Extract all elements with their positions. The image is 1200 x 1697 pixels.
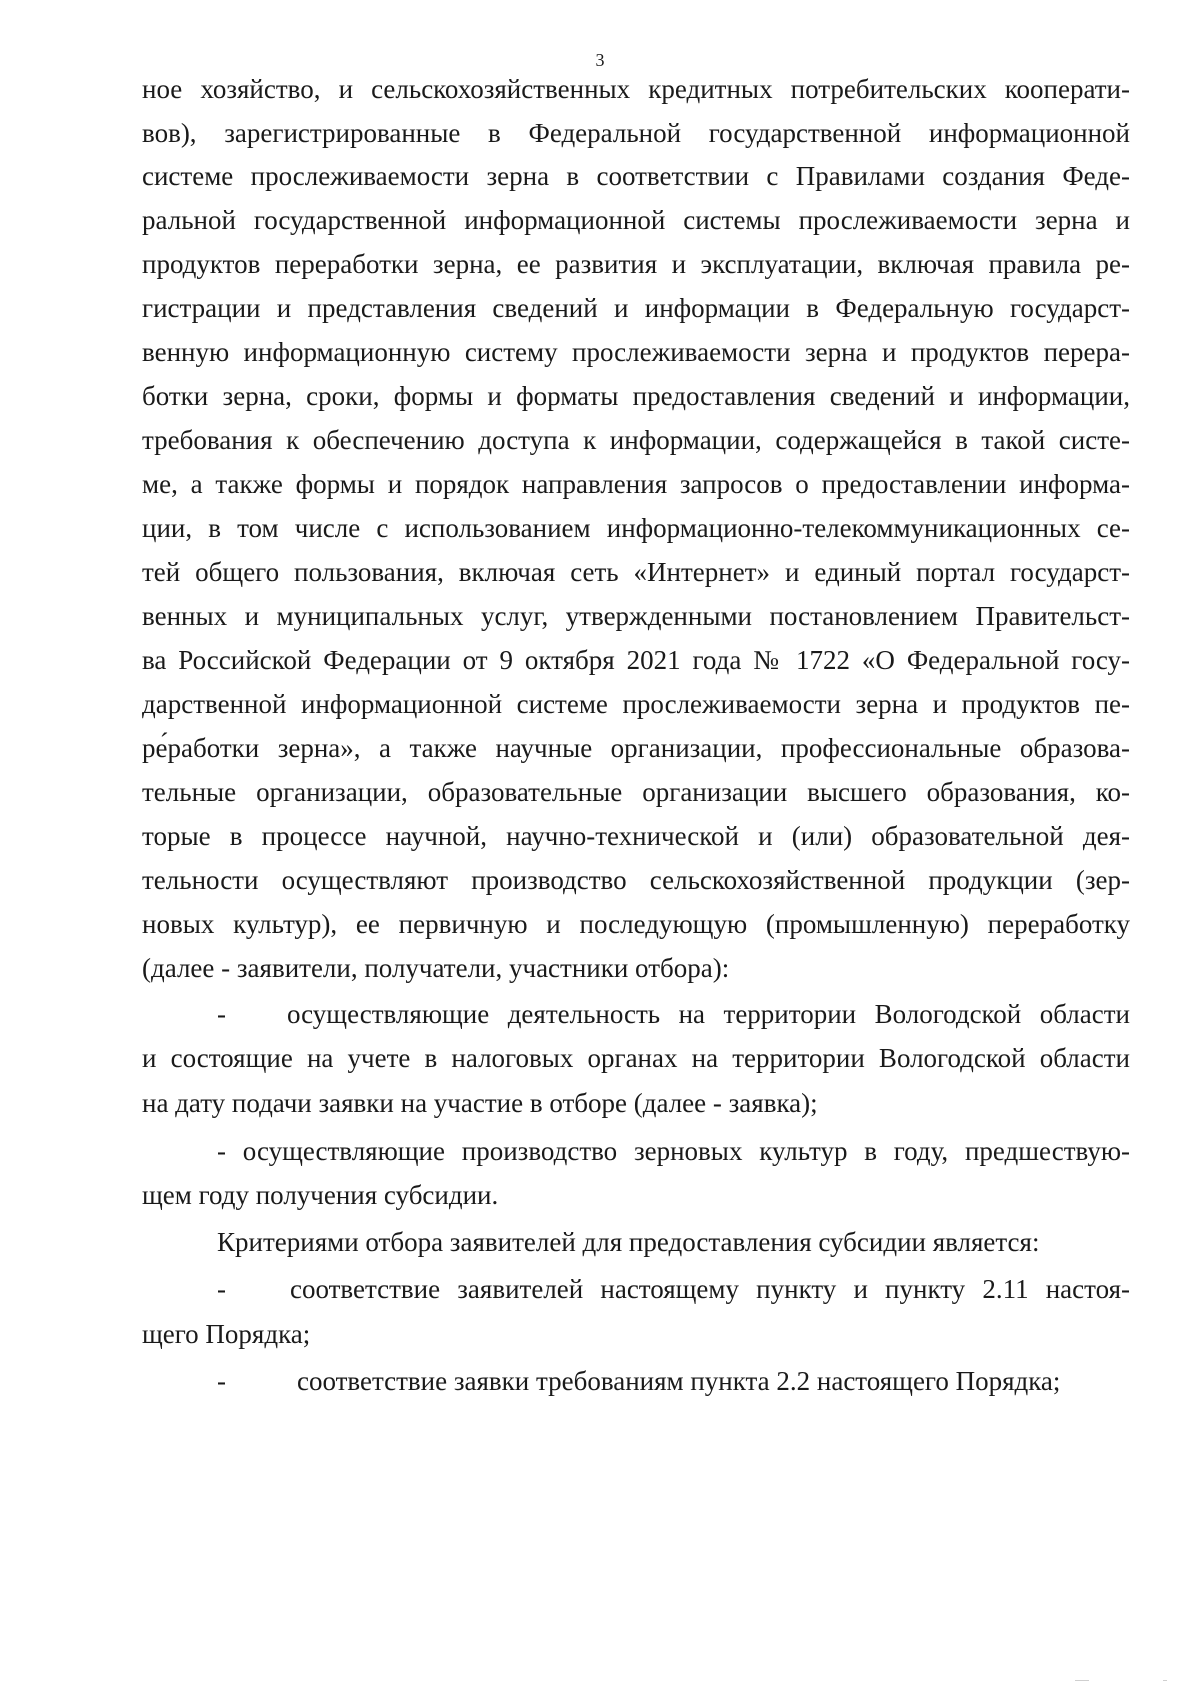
text-line: гистрации и представления сведений и информации в Федеральную государст- [142, 293, 1130, 323]
text-line: венных и муниципальных услуг, утвержденными постановлением Правительст- [142, 601, 1130, 631]
text-line: - осуществляющие производство зерновых культур в году, предшествую- [217, 1136, 1130, 1166]
page-number: 3 [595, 50, 605, 70]
text-line: соответствие заявки требованиям пункта 2.2 настоящего Порядка; [297, 1366, 1061, 1396]
text-line: щего Порядка; [142, 1319, 311, 1349]
scan-artifact [1163, 1680, 1167, 1681]
text-line: (далее - заявители, получатели, участники отбора): [142, 953, 730, 983]
text-line: торые в процессе научной, научно-технической и (или) образовательной дея- [142, 821, 1130, 851]
text-line: тей общего пользования, включая сеть «Интернет» и единый портал государст- [142, 557, 1130, 587]
text-line: ное хозяйство, и сельскохозяйственных кредитных потребительских кооперати- [142, 74, 1130, 104]
text-line: ции, в том числе с использованием информационно-телекоммуникационных се- [142, 513, 1130, 543]
text-line: осуществляющие деятельность на территории Вологодской области [287, 999, 1130, 1029]
text-line: тельности осуществляют производство сельскохозяйственной продукции (зер- [142, 865, 1130, 895]
text-line: ботки зерна, сроки, формы и форматы предоставления сведений и информации, [142, 381, 1130, 411]
text-line: на дату подачи заявки на участие в отборе (далее - заявка); [142, 1088, 818, 1118]
text-line: дарственной информационной системе прослеживаемости зерна и продуктов пе- [142, 689, 1130, 719]
text-line: новых культур), ее первичную и последующую (промышленную) переработку [142, 909, 1130, 939]
list-dash: - [217, 1274, 226, 1304]
criteria-heading: Критериями отбора заявителей для предоставления субсидии является: [217, 1227, 1040, 1257]
text-line: продуктов переработки зерна, ее развития и эксплуатации, включая правила ре- [142, 249, 1130, 279]
list-dash: - [217, 999, 226, 1029]
text-line: тельные организации, образовательные организации высшего образования, ко- [142, 777, 1130, 807]
text-line: соответствие заявителей настоящему пункту и пункту 2.11 настоя- [290, 1274, 1130, 1304]
list-dash: - [217, 1366, 226, 1396]
text-line: щем году получения субсидии. [142, 1180, 499, 1210]
scan-artifact [1075, 1680, 1089, 1681]
text-line: вов), зарегистрированные в Федеральной государственной информационной [142, 118, 1130, 148]
text-line: системе прослеживаемости зерна в соответствии с Правилами создания Феде- [142, 161, 1130, 191]
text-line: ва Российской Федерации от 9 октября 2021 года № 1722 «О Федеральной госу- [142, 645, 1130, 675]
text-line: ре́работки зерна», а также научные организации, профессиональные образова- [142, 733, 1130, 763]
text-line: и состоящие на учете в налоговых органах на территории Вологодской области [142, 1043, 1130, 1073]
text-line: ральной государственной информационной системы прослеживаемости зерна и [142, 205, 1130, 235]
text-line: венную информационную систему прослеживаемости зерна и продуктов перера- [142, 337, 1130, 367]
text-line: требования к обеспечению доступа к информации, содержащейся в такой систе- [142, 425, 1130, 455]
text-line: ме, а также формы и порядок направления запросов о предоставлении информа- [142, 469, 1130, 499]
